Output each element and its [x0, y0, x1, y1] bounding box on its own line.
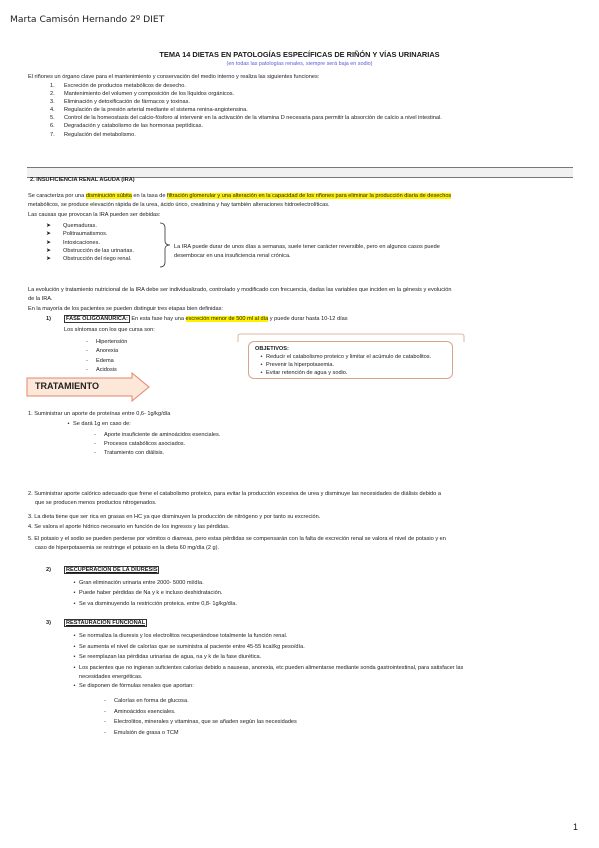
arrow-bullet-icon: ➤ [46, 256, 52, 263]
list-item: • Puede haber pérdidas de Na y k e incluso deshidratación. [73, 590, 223, 597]
arrow-bullet-icon: ➤ [46, 231, 52, 238]
phase3-label: RESTAURACIÓN FUNCIONAL [66, 620, 146, 626]
treatment-sub-intro: • Se dará 1g en caso de: [67, 421, 131, 427]
treatment-label: TRATAMIENTO [35, 381, 99, 391]
list-item: - Procesos catabólicos asociados. [94, 441, 186, 447]
list-item: • Gran eliminación urinaria entre 2000- 5000 ml/día. [73, 580, 204, 586]
list-item: • Se normaliza la diuresis y los electrolitos recuperándose totalmente la función renal. [73, 633, 288, 639]
list-item: 1. Excreción de productos metabólicos de desecho. [50, 83, 186, 89]
objectives-box [248, 341, 453, 379]
treatment-item-1: 1. Suministrar un aporte de proteínas entre 0,6- 1g/kg/día [28, 411, 171, 417]
curly-bracket-icon [158, 222, 172, 268]
phase3-heading: 3) RESTAURACIÓN FUNCIONAL [46, 620, 146, 626]
bracket-note-line1: La IRA puede durar de unos días a semanas, suele tener carácter reversible, pero en algunos casos puede [174, 244, 440, 250]
phase1-label: FASE OLIGOANÚRICA: [66, 316, 128, 322]
list-item: • Se aumenta el nivel de calorías que se suministra al paciente entre 45-55 kcal/kg peso/día. [73, 643, 305, 650]
list-item: • Se disponen de fórmulas renales que aportan: [73, 683, 194, 690]
treatment-item-5: 5. El potasio y el sodio se pueden perderse por vómitos o diarreas, pero estas pérdidas se compensarán con la falta de excreción renal se valora el nivel de potasio y en [28, 536, 446, 542]
arrow-bullet-icon: ➤ [46, 239, 52, 246]
list-item: • Se reemplazan las pérdidas urinarias de agua, na y k de la fase diurética. [73, 654, 262, 661]
list-item: - Edema [86, 357, 114, 364]
page-number: 1 [573, 822, 579, 832]
list-item: ➤ Quemaduras. [46, 223, 97, 229]
functions-list [50, 82, 442, 139]
formulas-list [104, 696, 297, 738]
list-item: 5. Control de la homeostasis del calcio-fósforo al intervenir en la activación de la vitamina D necesaria para permitir la absorción de calcio a nivel intestinal. [50, 115, 442, 122]
ira-paragraph-line1: Se caracteriza por una disminución súbita en la tasa de filtración glomerular y una alteración en la capacidad de los riñones para eliminar la producción diaria de desechos [28, 193, 452, 199]
list-item: • Reducir el catabolismo proteico y limitar el acúmulo de catabolitos. [260, 354, 432, 360]
treatment-item-2: 2. Suministrar aporte calórico adecuado que frene el catabolismo proteico, para evitar la producción excesiva de urea y disminuye las necesidades de diálisis debido a [28, 491, 441, 497]
list-item: 3. Eliminación y detoxificación de fármacos y toxinas. [50, 99, 190, 106]
intro-text: El riñones un órgano clave para el mantenimiento y conservación del medio interno y realiza las siguientes funciones: [28, 74, 320, 80]
symptoms-list [86, 338, 127, 375]
evolution-line1: La evolución y tratamiento nutricional de la IRA debe ser individualizado, controlado y modificado con frecuencia, dadas las variables que inciden en la génesis y evolución [28, 287, 452, 293]
list-item: - Tratamiento con diálisis. [94, 450, 165, 456]
list-item: - Acidosis [86, 366, 117, 373]
list-item: - Electrolitos, minerales y vitaminas, que se añaden según las necesidades [104, 719, 297, 726]
treatment-item-5-cont: caso de hiperpotasemia se restringe el potasio en la dieta 60 mg/día (2 g). [35, 545, 220, 551]
list-item-cont: necesidades energéticas. [79, 674, 143, 681]
list-item: 6. Degradación y catabolismo de las hormonas peptídicas. [50, 123, 203, 130]
arrow-bullet-icon: ➤ [46, 247, 52, 254]
phase2-heading: 2) RECUPERACIÓN DE LA DIURESIS [46, 567, 158, 573]
list-item: • Se va disminuyendo la restricción proteica. entre 0,8- 1g/kg/día. [73, 600, 237, 607]
objectives-box-top-callout [237, 333, 465, 343]
list-item: - Aporte insuficiente de aminoácidos esenciales. [94, 432, 221, 438]
causes-list [46, 222, 134, 263]
treatment-item-3: 3. La dieta tiene que ser rica en grasas en HC ya que disminuyen la producción de nitrógeno y por tanto su excreción. [28, 514, 321, 520]
causes-intro: Las causas que provocan la IRA pueden ser debidas: [28, 212, 161, 218]
symptoms-intro: Los síntomas con los que cursa son: [64, 327, 155, 333]
phase2-list [70, 578, 237, 609]
list-item: - Emulsión de grasa o TCM [104, 729, 179, 736]
section-heading-ira: 2. INSUFICIENCIA RENAL AGUDA (IRA) [27, 167, 573, 178]
arrow-bullet-icon: ➤ [46, 223, 52, 229]
bracket-note-line2: desembocar en una insuficiencia renal crónica. [174, 253, 291, 259]
phase3-list [70, 631, 463, 692]
page-subtitle: (en todas las patologías renales, siempre será baja en sodio) [226, 61, 373, 67]
phase2-label: RECUPERACIÓN DE LA DIURESIS [66, 567, 158, 573]
list-item: - Aminoácidos esenciales. [104, 708, 176, 715]
page-title: TEMA 14 DIETAS EN PATOLOGÍAS ESPECÍFICAS DE RIÑÓN Y VÍAS URINARIAS [159, 50, 440, 59]
list-item: - Anorexia [86, 348, 119, 355]
list-item: 4. Regulación de la presión arterial mediante el sistema renina-angiotensina. [50, 107, 248, 114]
treatment-item-2-cont: que se producen menos productos nitrogenados. [35, 500, 157, 506]
treatment-sub-list [94, 431, 220, 458]
list-item: • Evitar retención de agua y sodio. [260, 370, 348, 376]
list-item: ➤ Obstrucción del riego renal. [46, 256, 132, 263]
author-header: Marta Camisón Hernando 2º DIET [10, 14, 165, 25]
phases-intro: En la mayoría de los pacientes se pueden distinguir tres etapas bien definidas: [28, 306, 223, 312]
list-item: - Hipertensión [86, 339, 128, 345]
treatment-item-4: 4. Se valora el aporte hídrico necesario en función de los ingresos y las pérdidas. [28, 524, 230, 530]
phase1-heading: 1) FASE OLIGOANÚRICA: En esta fase hay una excreción menor de 500 ml al día y puede durar hasta 10-12 días [46, 316, 348, 322]
evolution-line2: de la IRA. [28, 296, 53, 302]
objectives-title: OBJETIVOS: [255, 346, 289, 352]
list-item: • Los pacientes que no ingieran suficientes calorías debido a nauseas, anorexia, etc pueden alimentarse mediante sonda gastrointestinal, para satisfacer las [73, 664, 464, 671]
list-item: • Prevenir la hiperpotasemia. [260, 362, 335, 368]
list-item: 7. Regulación del metabolismo. [50, 131, 136, 138]
list-item: - Calorías en forma de glucosa. [104, 698, 189, 704]
list-item: ➤ Politraumatismos. [46, 231, 108, 238]
list-item: ➤ Intoxicaciones. [46, 239, 101, 246]
list-item: 2. Mantenimiento del volumen y composición de los líquidos orgánicos. [50, 91, 235, 98]
ira-paragraph-line2: metabólicos, se produce elevación rápida de la urea, ácido úrico, creatinina y hay también alteraciones hidroelectrolíticas. [28, 202, 330, 208]
list-item: ➤ Obstrucción de las urinarias. [46, 247, 134, 254]
